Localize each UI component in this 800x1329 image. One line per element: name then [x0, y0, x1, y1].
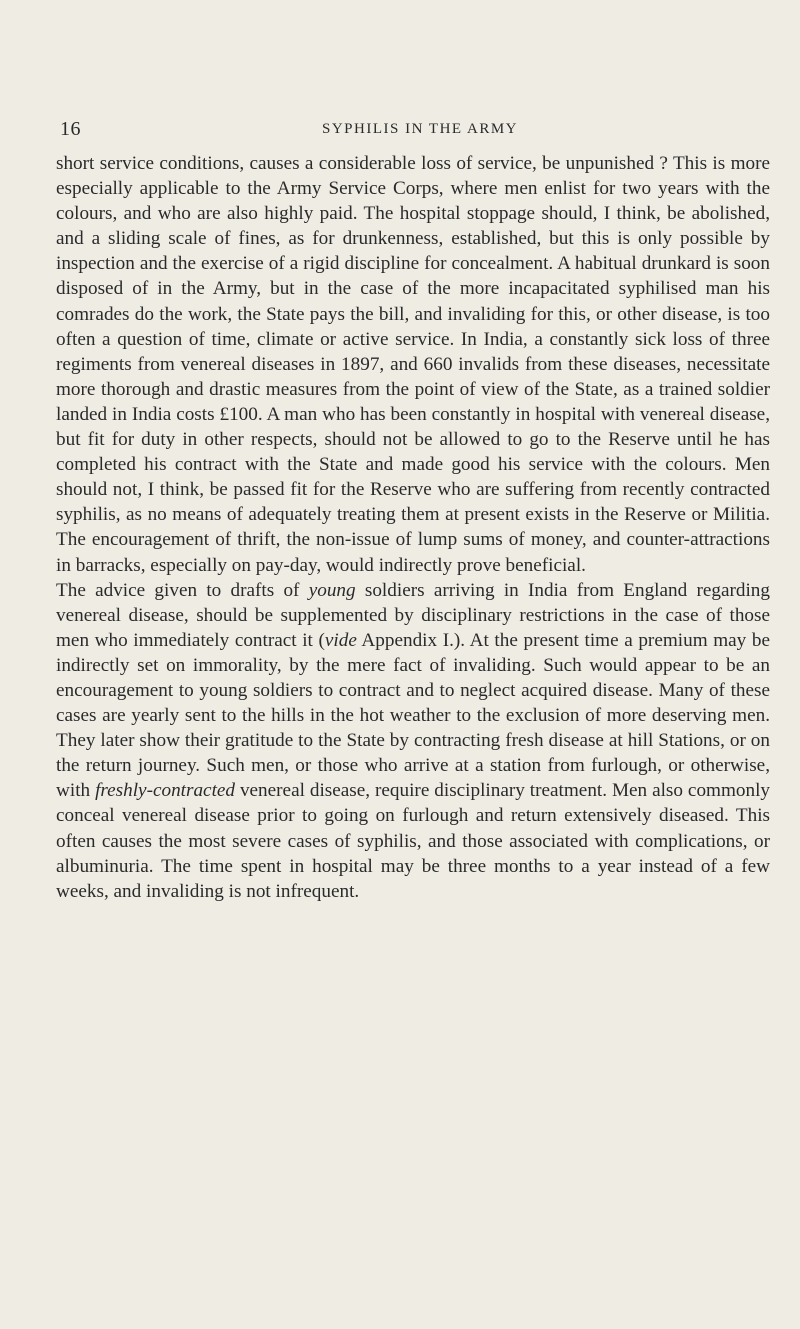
running-title: SYPHILIS IN THE ARMY [322, 121, 518, 137]
p2-text-start: The advice given to drafts of [56, 579, 309, 601]
body-text [56, 151, 770, 904]
italic-young: young [308, 579, 356, 601]
p2-text-mid: soldiers arriving in India from England regarding venereal disease, should be supplemented by disciplinary restrictions in the case of those men who immediately contract it ( [56, 579, 770, 651]
paragraph-2 [56, 578, 770, 904]
paragraph-1: short service conditions, causes a considerable loss of service, be unpunished ? This is more especially applicable to the Army Service Corps, where men enlist for two years with the colours, and who are also highly paid. The hospital stoppage should, I think, be abolished, and a sliding scale of fines, as for drunkenness, established, but this is only possible by inspection and the exercise of a rigid discipline for concealment. A habitual drunkard is soon disposed of in the Army, but in the case of the more incapacitated syphilised man his comrades do the work, the State pays the bill, and invaliding for this, or other disease, is too often a question of time, climate or active service. In India, a constantly sick loss of three regiments from venereal diseases in 1897, and 660 invalids from these diseases, necessitate more thorough and drastic measures from the point of view of the State, as a trained soldier landed in India costs £100. A man who has been constantly in hospital with venereal disease, but fit for duty in other respects, should not be allowed to go to the Reserve until he has completed his contract with the State and made good his service with the colours. Men should not, I think, be passed fit for the Reserve who are suffering from recently contracted syphilis, as no means of adequately treating them at present exists in the Reserve or Militia. The encouragement of thrift, the non-issue of lump sums of money, and counter-attractions in barracks, especially on pay-day, would indirectly prove beneficial. [56, 153, 770, 576]
running-head [60, 118, 780, 142]
p2-text-cont: Appendix I.). At the present time a premium may be indirectly set on immorality, by the mere fact of invaliding. Such would appear to be an encouragement to young soldiers to contract and to neglect acquired disease. Many of these cases are yearly sent to the hills in the hot weather to the exclusion of more deserving men. They later show their gratitude to the State by contracting fresh disease at hill Stations, or on the return journey. Such men, or those who arrive at a station from furlough, or otherwise, with [56, 629, 770, 802]
page-number: 16 [60, 118, 81, 140]
p2-text-end: venereal disease, require disciplinary treatment. Men also commonly conceal venereal disease prior to going on furlough and return extensively diseased. This often causes the most severe cases of syphilis, and those associated with complications, or albuminuria. The time spent in hospital may be three months to a year instead of a few weeks, and invaliding is not infrequent. [56, 780, 770, 902]
italic-freshly-contracted: freshly-contracted [95, 780, 236, 802]
italic-vide: vide [324, 629, 357, 651]
